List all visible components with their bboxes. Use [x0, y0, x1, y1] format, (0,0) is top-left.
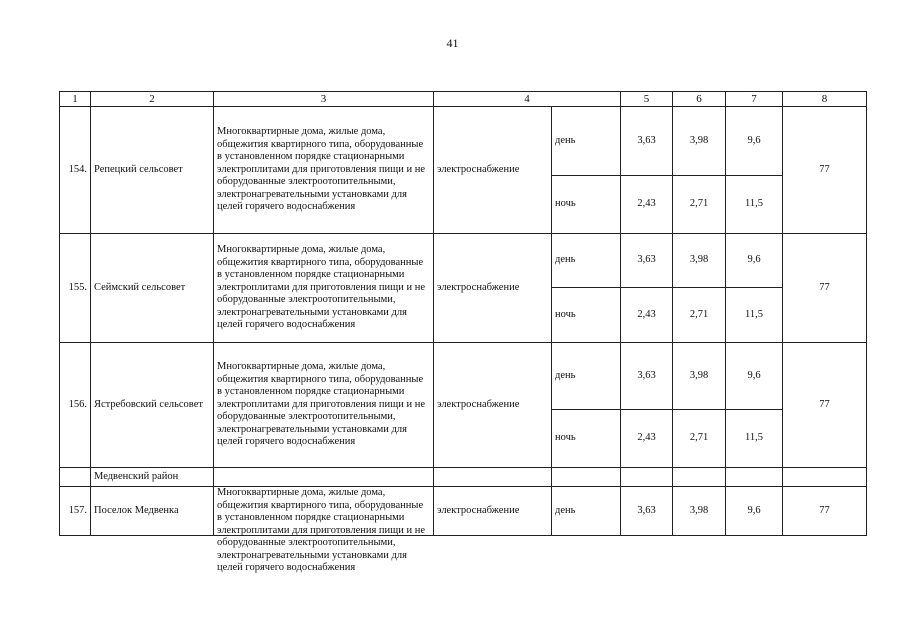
value-col-5: 3,63 [621, 234, 673, 288]
settlement-name: Сеймский сельсовет [91, 234, 214, 343]
value-col-5: 3,63 [621, 107, 673, 176]
table-row [60, 234, 867, 288]
value-col-8: 77 [783, 107, 867, 234]
service-type: электроснабжение [434, 343, 552, 468]
time-of-day-day: день [552, 487, 621, 536]
value-col-6: 3,98 [673, 234, 726, 288]
district-name: Медвенский район [91, 468, 214, 487]
service-type: электроснабжение [434, 107, 552, 234]
settlement-name: Поселок Медвенка [91, 487, 214, 536]
value-col-5: 3,63 [621, 343, 673, 410]
page-number: 41 [446, 36, 459, 50]
header-col-7: 7 [726, 92, 783, 107]
district-empty-cell [621, 468, 673, 487]
consumer-category [214, 107, 434, 234]
header-col-6: 6 [673, 92, 726, 107]
district-empty-cell [783, 468, 867, 487]
district-empty-cell [726, 468, 783, 487]
row-number: 157. [60, 487, 91, 536]
consumer-category [214, 234, 434, 343]
value-col-8: 77 [783, 234, 867, 343]
row-number: 156. [60, 343, 91, 468]
row-number: 154. [60, 107, 91, 234]
value-col-7: 9,6 [726, 107, 783, 176]
header-col-8: 8 [783, 92, 867, 107]
time-of-day-night: ночь [552, 410, 621, 468]
header-col-2: 2 [91, 92, 214, 107]
value-col-6: 3,98 [673, 343, 726, 410]
consumer-category [214, 487, 434, 573]
district-empty-cell [60, 468, 91, 487]
header-col-4: 4 [434, 92, 621, 107]
time-of-day-night: ночь [552, 176, 621, 234]
tariff-table [59, 91, 867, 573]
header-col-1: 1 [60, 92, 91, 107]
time-of-day-night: ночь [552, 288, 621, 343]
consumer-category-text: Многоквартирные дома, жилые дома, общежития квартирного типа, оборудованные в установленном порядке стационарными электроплитами для приготовления пищи и не оборудованные электроотопительными, электронагревательными установками для целей горячего водоснабжения [217, 361, 426, 448]
time-of-day-day: день [552, 107, 621, 176]
consumer-category-text: Многоквартирные дома, жилые дома, общежития квартирного типа, оборудованные в установленном порядке стационарными электроплитами для приготовления пищи и не оборудованные электроотопительными, электронагревательными установками для целей горячего водоснабжения [217, 244, 426, 331]
header-col-3: 3 [214, 92, 434, 107]
service-type: электроснабжение [434, 487, 552, 536]
header-col-5: 5 [621, 92, 673, 107]
consumer-category [214, 343, 434, 468]
table-row [60, 107, 867, 176]
value-col-5: 2,43 [621, 288, 673, 343]
district-empty-cell [434, 468, 552, 487]
district-empty-cell [214, 468, 434, 487]
value-col-5: 2,43 [621, 176, 673, 234]
value-col-7: 11,5 [726, 410, 783, 468]
time-of-day-day: день [552, 234, 621, 288]
header-row [60, 92, 867, 107]
value-col-7: 9,6 [726, 234, 783, 288]
value-col-8: 77 [783, 343, 867, 468]
district-row [60, 468, 867, 487]
district-empty-cell [552, 468, 621, 487]
value-col-6: 3,98 [673, 107, 726, 176]
settlement-name: Ястребовский сельсовет [91, 343, 214, 468]
service-type: электроснабжение [434, 234, 552, 343]
table-row [60, 487, 867, 536]
value-col-6: 2,71 [673, 176, 726, 234]
value-col-7: 11,5 [726, 176, 783, 234]
value-col-7: 9,6 [726, 343, 783, 410]
table-row [60, 343, 867, 410]
value-col-5: 3,63 [621, 487, 673, 536]
time-of-day-day: день [552, 343, 621, 410]
value-col-7: 9,6 [726, 487, 783, 536]
value-col-6: 2,71 [673, 410, 726, 468]
value-col-6: 3,98 [673, 487, 726, 536]
value-col-5: 2,43 [621, 410, 673, 468]
value-col-6: 2,71 [673, 288, 726, 343]
consumer-category-text: Многоквартирные дома, жилые дома, общежития квартирного типа, оборудованные в установленном порядке стационарными электроплитами для приготовления пищи и не оборудованные электроотопительными, электронагревательными установками для целей горячего водоснабжения [217, 126, 426, 213]
consumer-category-text: Многоквартирные дома, жилые дома, общежития квартирного типа, оборудованные в установленном порядке стационарными электроплитами для приготовления пищи и не оборудованные электроотопительными, электронагревательными установками для целей горячего водоснабжения [217, 487, 426, 573]
value-col-7: 11,5 [726, 288, 783, 343]
row-number: 155. [60, 234, 91, 343]
district-empty-cell [673, 468, 726, 487]
value-col-8: 77 [783, 487, 867, 536]
settlement-name: Репецкий сельсовет [91, 107, 214, 234]
